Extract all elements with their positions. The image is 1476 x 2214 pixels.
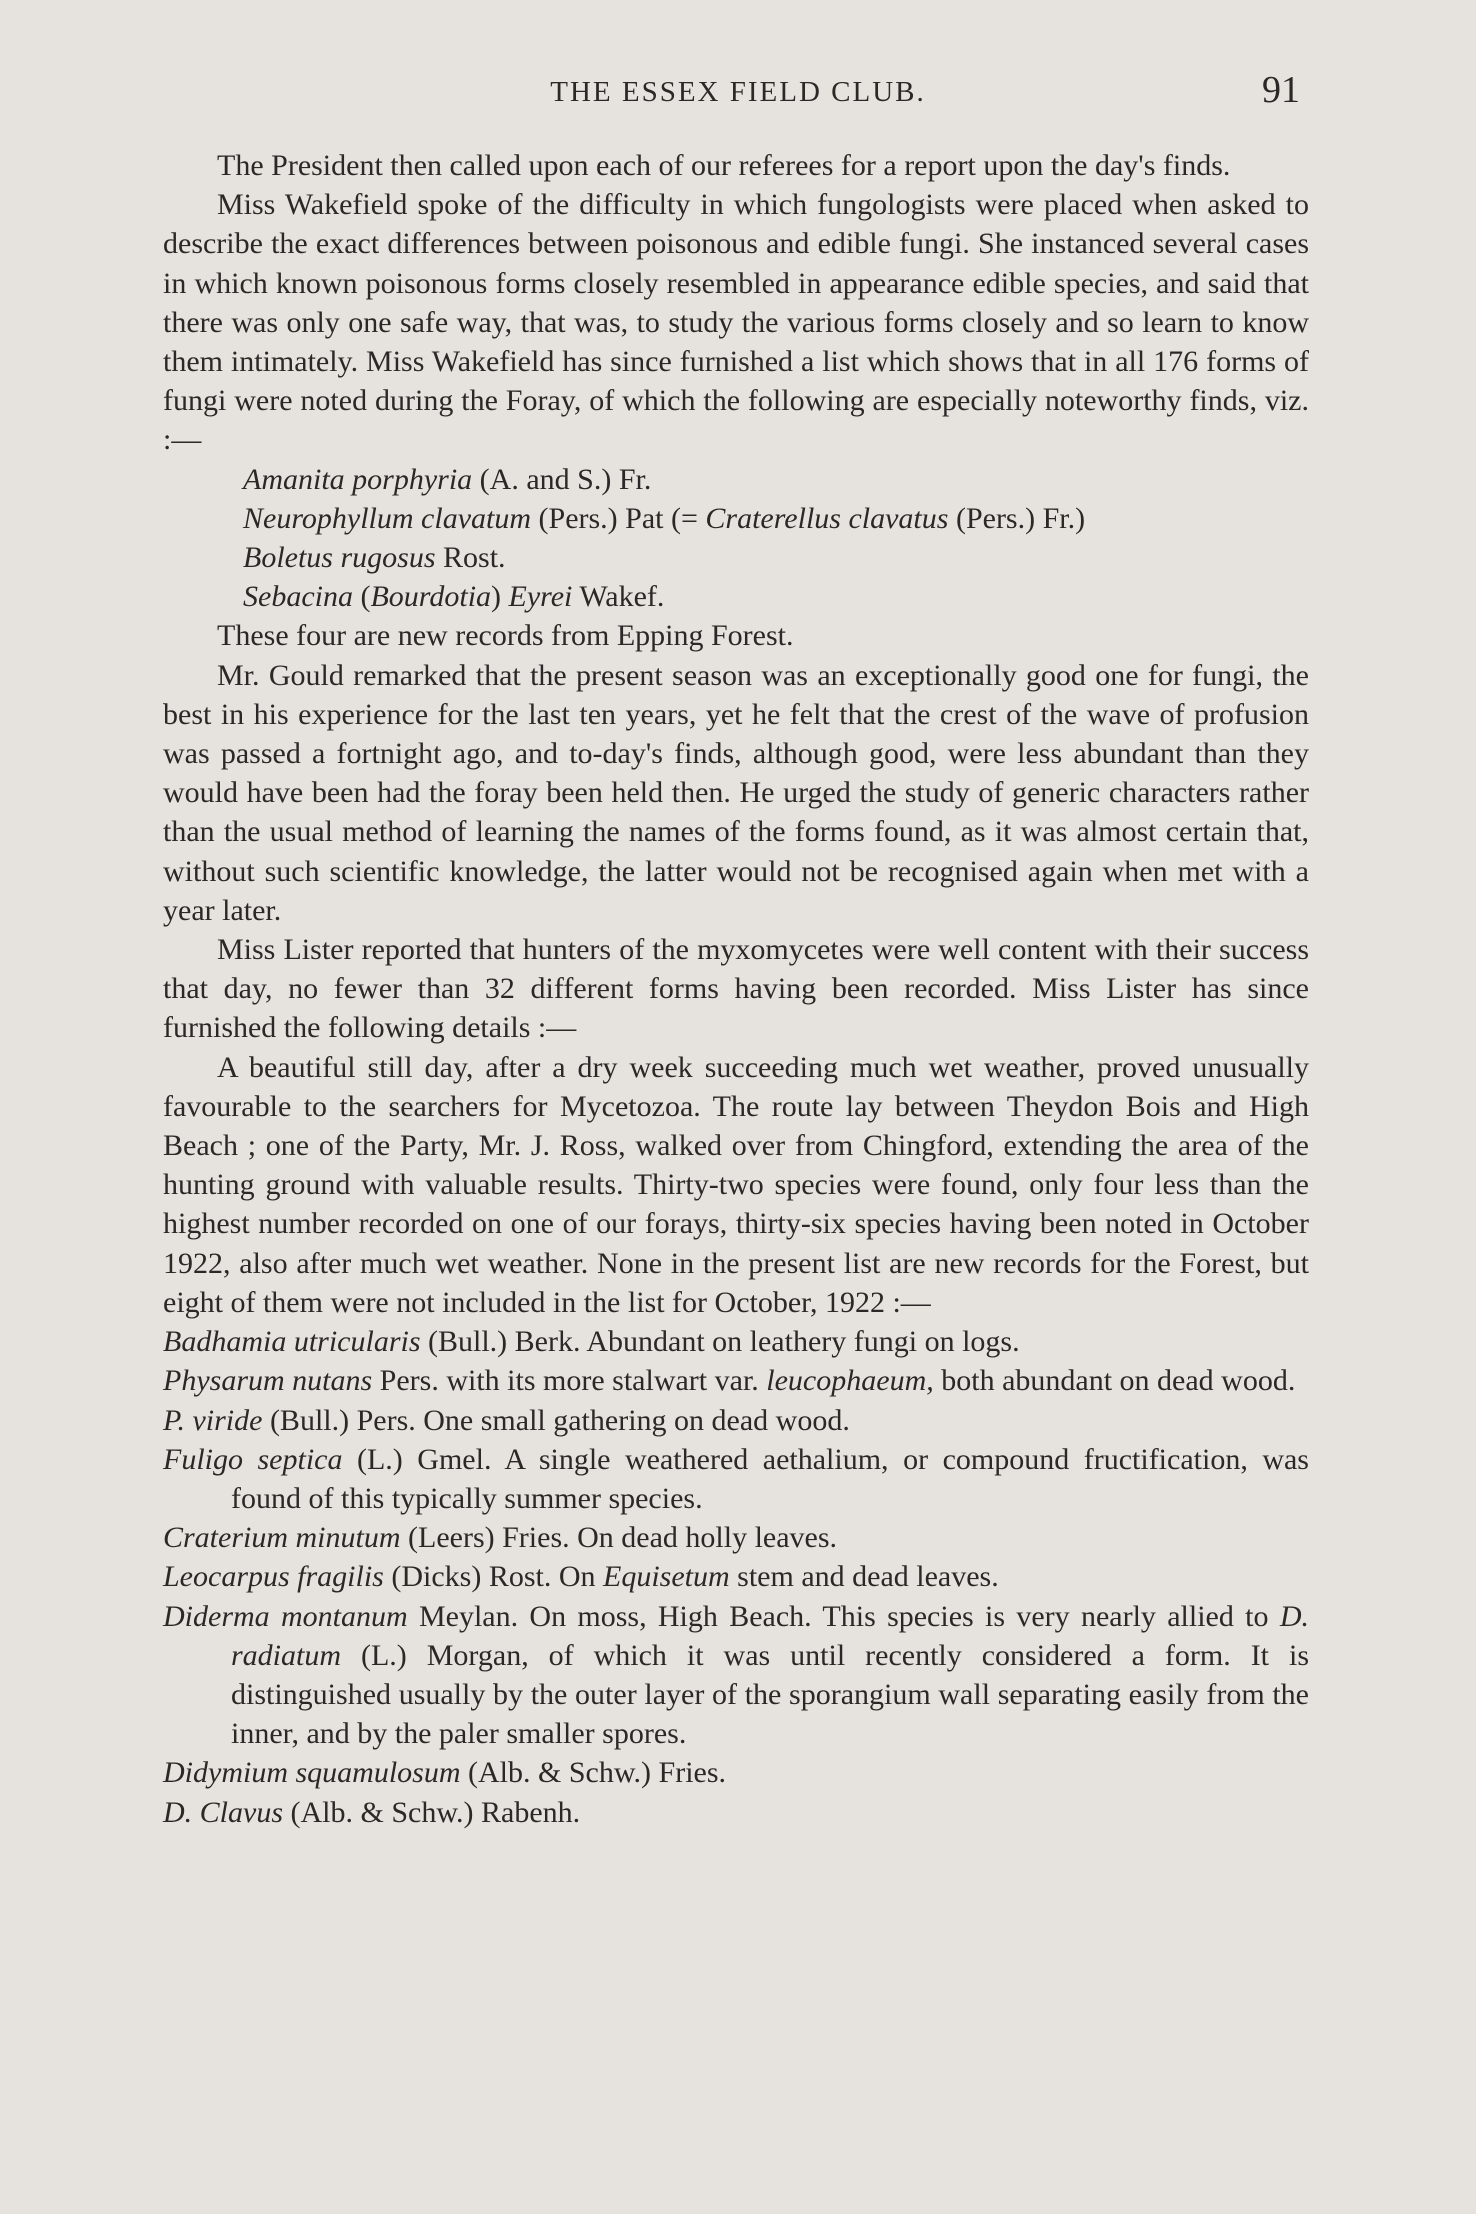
record-note: Pers. with its more stalwart var. [372,1364,767,1398]
paragraph: A beautiful still day, after a dry week succeeding much wet weather, proved unusually favourable to the searchers for Mycetozoa. The route lay between Theydon Bois and High Beach ; one of the Party, Mr. J. Ross, walked over from Chingford, extending the area of the hunting ground with valuable results. Thirty-two species were found, only four less than the highest number recorded on one of our forays, thirty-six species having been noted in October 1922, also after much wet weather. None in the present list are new records for the Forest, but eight of them were not included in the list for October, 1922 :— [163,1050,1309,1319]
myxomycete-record [163,1597,1309,1754]
authority: (A. and S.) Fr. [472,462,652,496]
species-name: Leocarpus fragilis [163,1560,384,1594]
species-name: Boletus rugosus [243,541,436,575]
fungus-record [163,460,1309,499]
record-note: (Bull.) Pers. One small gathering on dead wood. [262,1403,850,1437]
myxomycete-record [163,1440,1309,1518]
myxomycete-record [163,1361,1309,1400]
species-name: Craterium minutum [163,1521,401,1555]
paragraph: Mr. Gould remarked that the present season was an exceptionally good one for fungi, the best in his experience for the last ten years, yet he felt that the crest of the wave of profusion was passed a fortnight ago, and to-day's finds, although good, were less abundant than they would have been had the foray been held then. He urged the study of generic characters rather than the usual method of learning the names of the forms found, as it was almost certain that, without such scientific knowledge, the latter would not be recognised again when met with a year later. [163,658,1309,927]
species-name: Bourdotia [370,580,492,614]
authority: Rost. [435,541,506,575]
record-note: (L.) Morgan, of which it was until recently considered a form. It is distinguished usually by the outer layer of the sporangium wall separating easily from the inner, and by the paler smaller spores. [231,1638,1309,1751]
myxomycete-record [163,1518,1309,1557]
species-name: Sebacina [243,580,353,614]
fungus-record [163,538,1309,577]
authority: Wakef. [572,580,665,614]
species-name: Diderma montanum [163,1599,408,1633]
punctuation: ( [352,580,371,614]
record-note: stem and dead leaves. [729,1560,999,1594]
punctuation: ) [491,580,509,614]
record-note: (Leers) Fries. On dead holly leaves. [400,1521,838,1555]
species-name: Neurophyllum clavatum [243,501,532,535]
record-note: (Bull.) Berk. Abundant on leathery fungi on logs. [420,1325,1020,1359]
authority: (Pers.) Pat (= [531,501,706,535]
record-note: (L.) Gmel. A single weathered aethalium, or compound fructification, was found of this typically summer species. [231,1442,1309,1515]
species-name: leucophaeum, [766,1364,934,1398]
species-name: Craterellus clavatus [705,501,949,535]
species-name: Didymium squamulosum [163,1756,461,1790]
species-name: P. viride [163,1403,263,1437]
species-name: Badhamia utricularis [163,1325,421,1359]
species-name: Eyrei [508,580,573,614]
record-note: Meylan. On moss, High Beach. This species is very nearly allied to [407,1599,1280,1633]
species-name: Amanita porphyria [243,462,473,496]
species-name: Equisetum [603,1560,730,1594]
record-note: (Alb. & Schw.) Fries. [460,1756,727,1790]
record-note: both abundant on dead wood. [933,1364,1296,1398]
paragraph: These four are new records from Epping Forest. [217,619,794,653]
paragraph: The President then called upon each of our referees for a report upon the day's finds. [217,149,1231,182]
species-name: Fuligo septica [163,1442,343,1476]
fungus-record [163,499,1309,538]
page-number: 91 [1262,69,1300,111]
myxomycete-record [163,1753,1309,1792]
body-text [163,146,1309,1832]
myxomycete-record [163,1557,1309,1596]
authority: (Pers.) Fr.) [948,501,1086,535]
running-header: THE ESSEX FIELD CLUB. [550,76,926,108]
species-name: Physarum nutans [163,1364,373,1398]
paragraph: Miss Wakefield spoke of the difficulty in which fungologists were placed when asked to describe the exact differences between poisonous and edible fungi. She instanced several cases in which known poisonous forms closely resembled in appearance edible species, and said that there was only one safe way, that was, to study the various forms closely and so learn to know them intimately. Miss Wakefield has since furnished a list which shows that in all 176 forms of fungi were noted during the Foray, of which the following are especially noteworthy finds, viz. :— [163,188,1309,457]
paragraph: Miss Lister reported that hunters of the myxomycetes were well content with their success that day, no fewer than 32 different forms having been recorded. Miss Lister has since furnished the following details :— [163,933,1309,1045]
record-note: (Alb. & Schw.) Rabenh. [283,1795,581,1829]
myxomycete-record [163,1401,1309,1440]
species-name: D. radiatum [231,1599,1309,1672]
myxomycete-record [163,1793,1309,1832]
myxomycete-record [163,1322,1309,1361]
record-note: (Dicks) Rost. On [383,1560,604,1594]
fungus-record [163,577,1309,616]
species-name: D. Clavus [163,1795,283,1829]
